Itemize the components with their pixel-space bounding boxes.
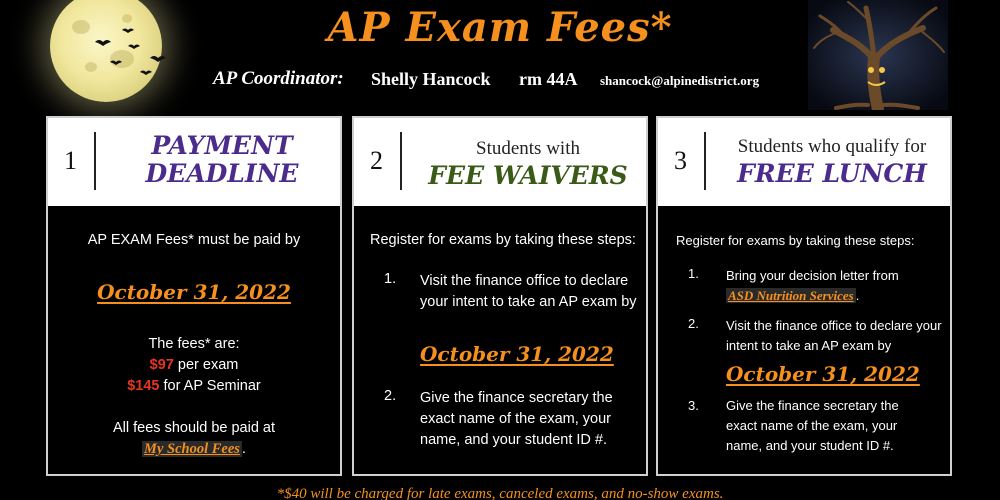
card-header [354, 118, 646, 206]
step-number: 1. [384, 271, 397, 287]
coordinator-email[interactable]: shancock@alpinedistrict.org [600, 73, 760, 88]
footer-note: *$40 will be charged for late exams, canceled exams, and no-show exams. [276, 486, 724, 500]
school-fees-line [48, 439, 340, 460]
price-seminar-suffix: for AP Seminar [159, 378, 261, 394]
card-header [658, 118, 950, 206]
deadline-date: October 31, 2022 [420, 342, 614, 366]
deadline-date: October 31, 2022 [97, 280, 291, 304]
card-fee-waivers [352, 116, 648, 476]
step-number: 2. [688, 316, 699, 331]
step-number: 2. [384, 388, 397, 404]
divider [704, 132, 706, 190]
step-number: 1. [688, 266, 699, 281]
fee-line-seminar [48, 376, 340, 397]
card-heading-line1: PAYMENT [151, 131, 293, 160]
card-subheading: Students who qualify for [737, 136, 927, 157]
step-text [726, 266, 946, 306]
coordinator-room: rm 44A [519, 69, 578, 89]
asd-nutrition-services-link[interactable]: ASD Nutrition Services [728, 288, 854, 303]
step-text: Give the finance secretary the exact name of the exam, your name, and your student ID #. [420, 390, 613, 448]
price-exam: $97 [149, 357, 174, 373]
card-heading: FEE WAIVERS [428, 161, 628, 190]
card-number: 2 [370, 146, 383, 175]
page-title: AP Exam Fees* [327, 4, 673, 51]
step-text: Give the finance secretary the exact name of the exam, your name, and your student ID #. [726, 398, 899, 453]
card-intro: Register for exams by taking these steps: [370, 232, 636, 248]
coordinator-info [0, 68, 1000, 94]
divider [400, 132, 402, 190]
card-intro: AP EXAM Fees* must be paid by [87, 232, 301, 248]
card-free-lunch [656, 116, 952, 476]
price-exam-suffix: per exam [173, 357, 239, 373]
price-seminar: $145 [127, 378, 160, 394]
my-school-fees-link[interactable]: My School Fees [144, 441, 240, 457]
link-suffix: . [855, 288, 860, 303]
card-heading-line2: DEADLINE [145, 159, 299, 188]
paid-at-text: All fees should be paid at [112, 420, 276, 436]
coordinator-name: Shelly Hancock [371, 69, 491, 89]
card-payment-deadline [46, 116, 342, 476]
coordinator-label: AP Coordinator: [213, 68, 344, 89]
step-text-main: Bring your decision letter from [726, 268, 899, 283]
card-heading: FREE LUNCH [737, 159, 927, 188]
card-header [48, 118, 340, 206]
step-text: Visit the finance office to declare your intent to take an AP exam by [420, 273, 637, 310]
card-subheading: Students with [476, 138, 580, 159]
divider [94, 132, 96, 190]
step-number: 3. [688, 398, 699, 413]
deadline-date: October 31, 2022 [726, 362, 920, 386]
card-number: 1 [64, 146, 77, 175]
fee-line-exam [48, 355, 340, 376]
card-number: 3 [674, 146, 687, 175]
link-suffix: . [241, 441, 246, 457]
card-intro: Register for exams by taking these steps: [676, 233, 915, 248]
step-text: Visit the finance office to declare your intent to take an AP exam by [726, 318, 942, 353]
fees-label: The fees* are: [148, 336, 240, 352]
